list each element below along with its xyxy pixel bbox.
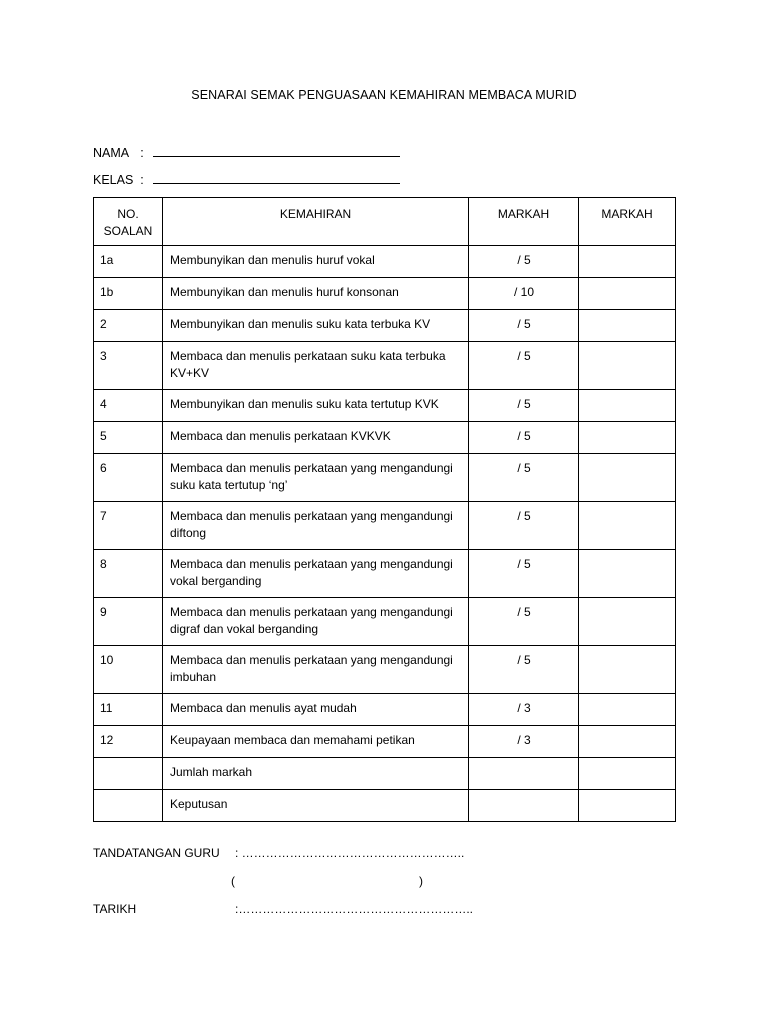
keputusan-empty-cell	[94, 790, 163, 822]
row-score-cell[interactable]	[579, 726, 676, 758]
jumlah-max-cell[interactable]	[469, 758, 579, 790]
row-score-cell[interactable]	[579, 422, 676, 454]
row-score-cell[interactable]	[579, 694, 676, 726]
row-number: 7	[94, 502, 163, 550]
row-score-cell[interactable]	[579, 246, 676, 278]
table-row	[94, 342, 676, 390]
header-no-soalan: NO. SOALAN	[94, 198, 163, 246]
row-max-mark: / 3	[469, 694, 579, 726]
row-skill: Membaca dan menulis ayat mudah	[163, 694, 469, 726]
table-row	[94, 694, 676, 726]
tandatangan-guru-line	[93, 846, 464, 860]
row-max-mark: / 10	[469, 278, 579, 310]
row-score-cell[interactable]	[579, 278, 676, 310]
row-skill: Membunyikan dan menulis huruf konsonan	[163, 278, 469, 310]
kelas-field	[93, 172, 400, 187]
row-skill: Membunyikan dan menulis suku kata tertutup KVK	[163, 390, 469, 422]
paren-close: )	[419, 874, 423, 888]
row-score-cell[interactable]	[579, 550, 676, 598]
row-number: 5	[94, 422, 163, 454]
keputusan-label: Keputusan	[163, 790, 469, 822]
kelas-label: KELAS	[93, 173, 134, 187]
row-number: 1b	[94, 278, 163, 310]
keputusan-max-cell[interactable]	[469, 790, 579, 822]
row-max-mark: / 5	[469, 502, 579, 550]
row-max-mark: / 5	[469, 342, 579, 390]
guru-name-parentheses	[231, 874, 423, 888]
row-skill: Membunyikan dan menulis huruf vokal	[163, 246, 469, 278]
keputusan-score-cell[interactable]	[579, 790, 676, 822]
row-number: 4	[94, 390, 163, 422]
table-row	[94, 454, 676, 502]
row-score-cell[interactable]	[579, 342, 676, 390]
row-skill: Membunyikan dan menulis suku kata terbuka KV	[163, 310, 469, 342]
row-max-mark: / 5	[469, 246, 579, 278]
jumlah-score-cell[interactable]	[579, 758, 676, 790]
row-skill: Membaca dan menulis perkataan yang mengandungi vokal berganding	[163, 550, 469, 598]
row-skill: Membaca dan menulis perkataan yang mengandungi suku kata tertutup ‘ng’	[163, 454, 469, 502]
table-row	[94, 646, 676, 694]
row-skill: Membaca dan menulis perkataan suku kata terbuka KV+KV	[163, 342, 469, 390]
row-number: 6	[94, 454, 163, 502]
header-markah-2: MARKAH	[579, 198, 676, 246]
row-max-mark: / 3	[469, 726, 579, 758]
table-row	[94, 246, 676, 278]
table-row	[94, 278, 676, 310]
row-max-mark: / 5	[469, 550, 579, 598]
header-markah: MARKAH	[469, 198, 579, 246]
row-score-cell[interactable]	[579, 310, 676, 342]
row-skill: Membaca dan menulis perkataan yang mengandungi digraf dan vokal berganding	[163, 598, 469, 646]
table-row	[94, 390, 676, 422]
row-number: 1a	[94, 246, 163, 278]
row-number: 2	[94, 310, 163, 342]
row-max-mark: / 5	[469, 390, 579, 422]
keputusan-row	[94, 790, 676, 822]
paren-open: (	[231, 874, 235, 888]
row-skill: Membaca dan menulis perkataan yang mengandungi diftong	[163, 502, 469, 550]
row-max-mark: / 5	[469, 646, 579, 694]
header-kemahiran: KEMAHIRAN	[163, 198, 469, 246]
page-title: SENARAI SEMAK PENGUASAAN KEMAHIRAN MEMBACA MURID	[191, 88, 577, 102]
row-score-cell[interactable]	[579, 502, 676, 550]
jumlah-empty-cell	[94, 758, 163, 790]
row-skill: Membaca dan menulis perkataan yang mengandungi imbuhan	[163, 646, 469, 694]
table-row	[94, 422, 676, 454]
jumlah-markah-row	[94, 758, 676, 790]
skills-checklist-table	[93, 197, 676, 822]
row-number: 8	[94, 550, 163, 598]
tarikh-dots[interactable]: :…………………………………………………..	[235, 902, 474, 916]
nama-label: NAMA	[93, 146, 130, 160]
jumlah-markah-label: Jumlah markah	[163, 758, 469, 790]
row-max-mark: / 5	[469, 422, 579, 454]
row-number: 9	[94, 598, 163, 646]
row-number: 12	[94, 726, 163, 758]
table-row	[94, 310, 676, 342]
row-skill: Keupayaan membaca dan memahami petikan	[163, 726, 469, 758]
row-score-cell[interactable]	[579, 598, 676, 646]
row-max-mark: / 5	[469, 598, 579, 646]
row-max-mark: / 5	[469, 310, 579, 342]
table-row	[94, 550, 676, 598]
tarikh-label: TARIKH	[93, 902, 137, 916]
kelas-blank-line[interactable]	[153, 172, 400, 184]
row-max-mark: / 5	[469, 454, 579, 502]
table-row	[94, 502, 676, 550]
nama-colon: :	[140, 146, 144, 160]
row-score-cell[interactable]	[579, 390, 676, 422]
tandatangan-guru-label: TANDATANGAN GURU	[93, 846, 220, 860]
nama-blank-line[interactable]	[153, 145, 400, 157]
row-score-cell[interactable]	[579, 454, 676, 502]
tandatangan-guru-dots[interactable]: : ………………………………………………..	[235, 846, 465, 860]
nama-field	[93, 145, 400, 160]
row-skill: Membaca dan menulis perkataan KVKVK	[163, 422, 469, 454]
row-number: 10	[94, 646, 163, 694]
kelas-colon: :	[140, 173, 144, 187]
tarikh-line	[93, 902, 473, 916]
table-row	[94, 726, 676, 758]
table-header-row	[94, 198, 676, 246]
table-row	[94, 598, 676, 646]
row-score-cell[interactable]	[579, 646, 676, 694]
row-number: 3	[94, 342, 163, 390]
row-number: 11	[94, 694, 163, 726]
